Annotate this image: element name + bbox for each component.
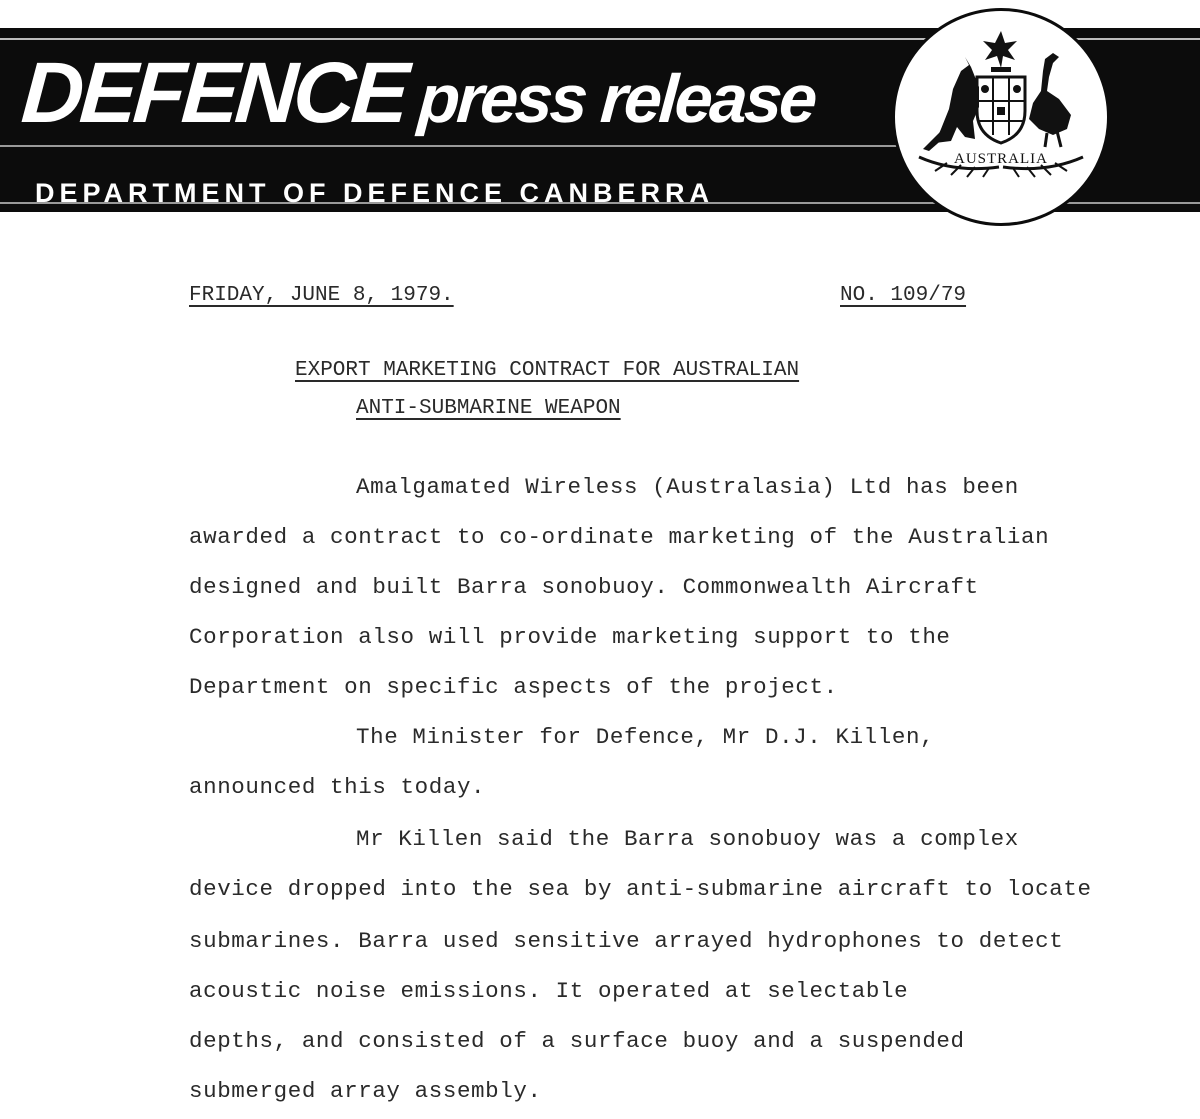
body-text-line: device dropped into the sea by anti-submarine aircraft to locate <box>189 876 1092 902</box>
body-text-line: Department on specific aspects of the project. <box>189 674 838 700</box>
body-text-line: depths, and consisted of a surface buoy and a suspended <box>189 1028 965 1054</box>
brand-press-release: press release <box>415 61 818 137</box>
release-date: FRIDAY, JUNE 8, 1979. <box>189 284 454 307</box>
body-text-line: Corporation also will provide marketing support to the <box>189 624 951 650</box>
body-text-line: submarines. Barra used sensitive arrayed hydrophones to detect <box>189 928 1064 954</box>
body-text-line: Mr Killen said the Barra sonobuoy was a complex <box>356 826 1019 852</box>
banner-rule <box>0 145 900 147</box>
coat-of-arms-icon <box>892 8 1110 226</box>
headline-line-1: EXPORT MARKETING CONTRACT FOR AUSTRALIAN <box>295 359 800 382</box>
body-text-line: submerged array assembly. <box>189 1078 542 1104</box>
body-text-line: awarded a contract to co-ordinate marketing of the Australian <box>189 524 1050 550</box>
brand-title <box>19 44 819 143</box>
body-text-line: The Minister for Defence, Mr D.J. Killen, <box>356 724 935 750</box>
body-text-line: announced this today. <box>189 774 486 800</box>
headline-line-2: ANTI-SUBMARINE WEAPON <box>356 397 621 420</box>
release-number: NO. 109/79 <box>840 284 967 307</box>
body-text-line: Amalgamated Wireless (Australasia) Ltd has been <box>356 474 1019 500</box>
brand-defence: DEFENCE <box>18 45 409 141</box>
coat-of-arms-graphic <box>895 11 1107 223</box>
department-name: DEPARTMENT OF DEFENCE CANBERRA <box>35 178 715 208</box>
body-text-line: designed and built Barra sonobuoy. Commonwealth Aircraft <box>189 574 979 600</box>
body-text-line: acoustic noise emissions. It operated at selectable <box>189 978 909 1004</box>
seal-country-label: AUSTRALIA <box>954 151 1048 167</box>
